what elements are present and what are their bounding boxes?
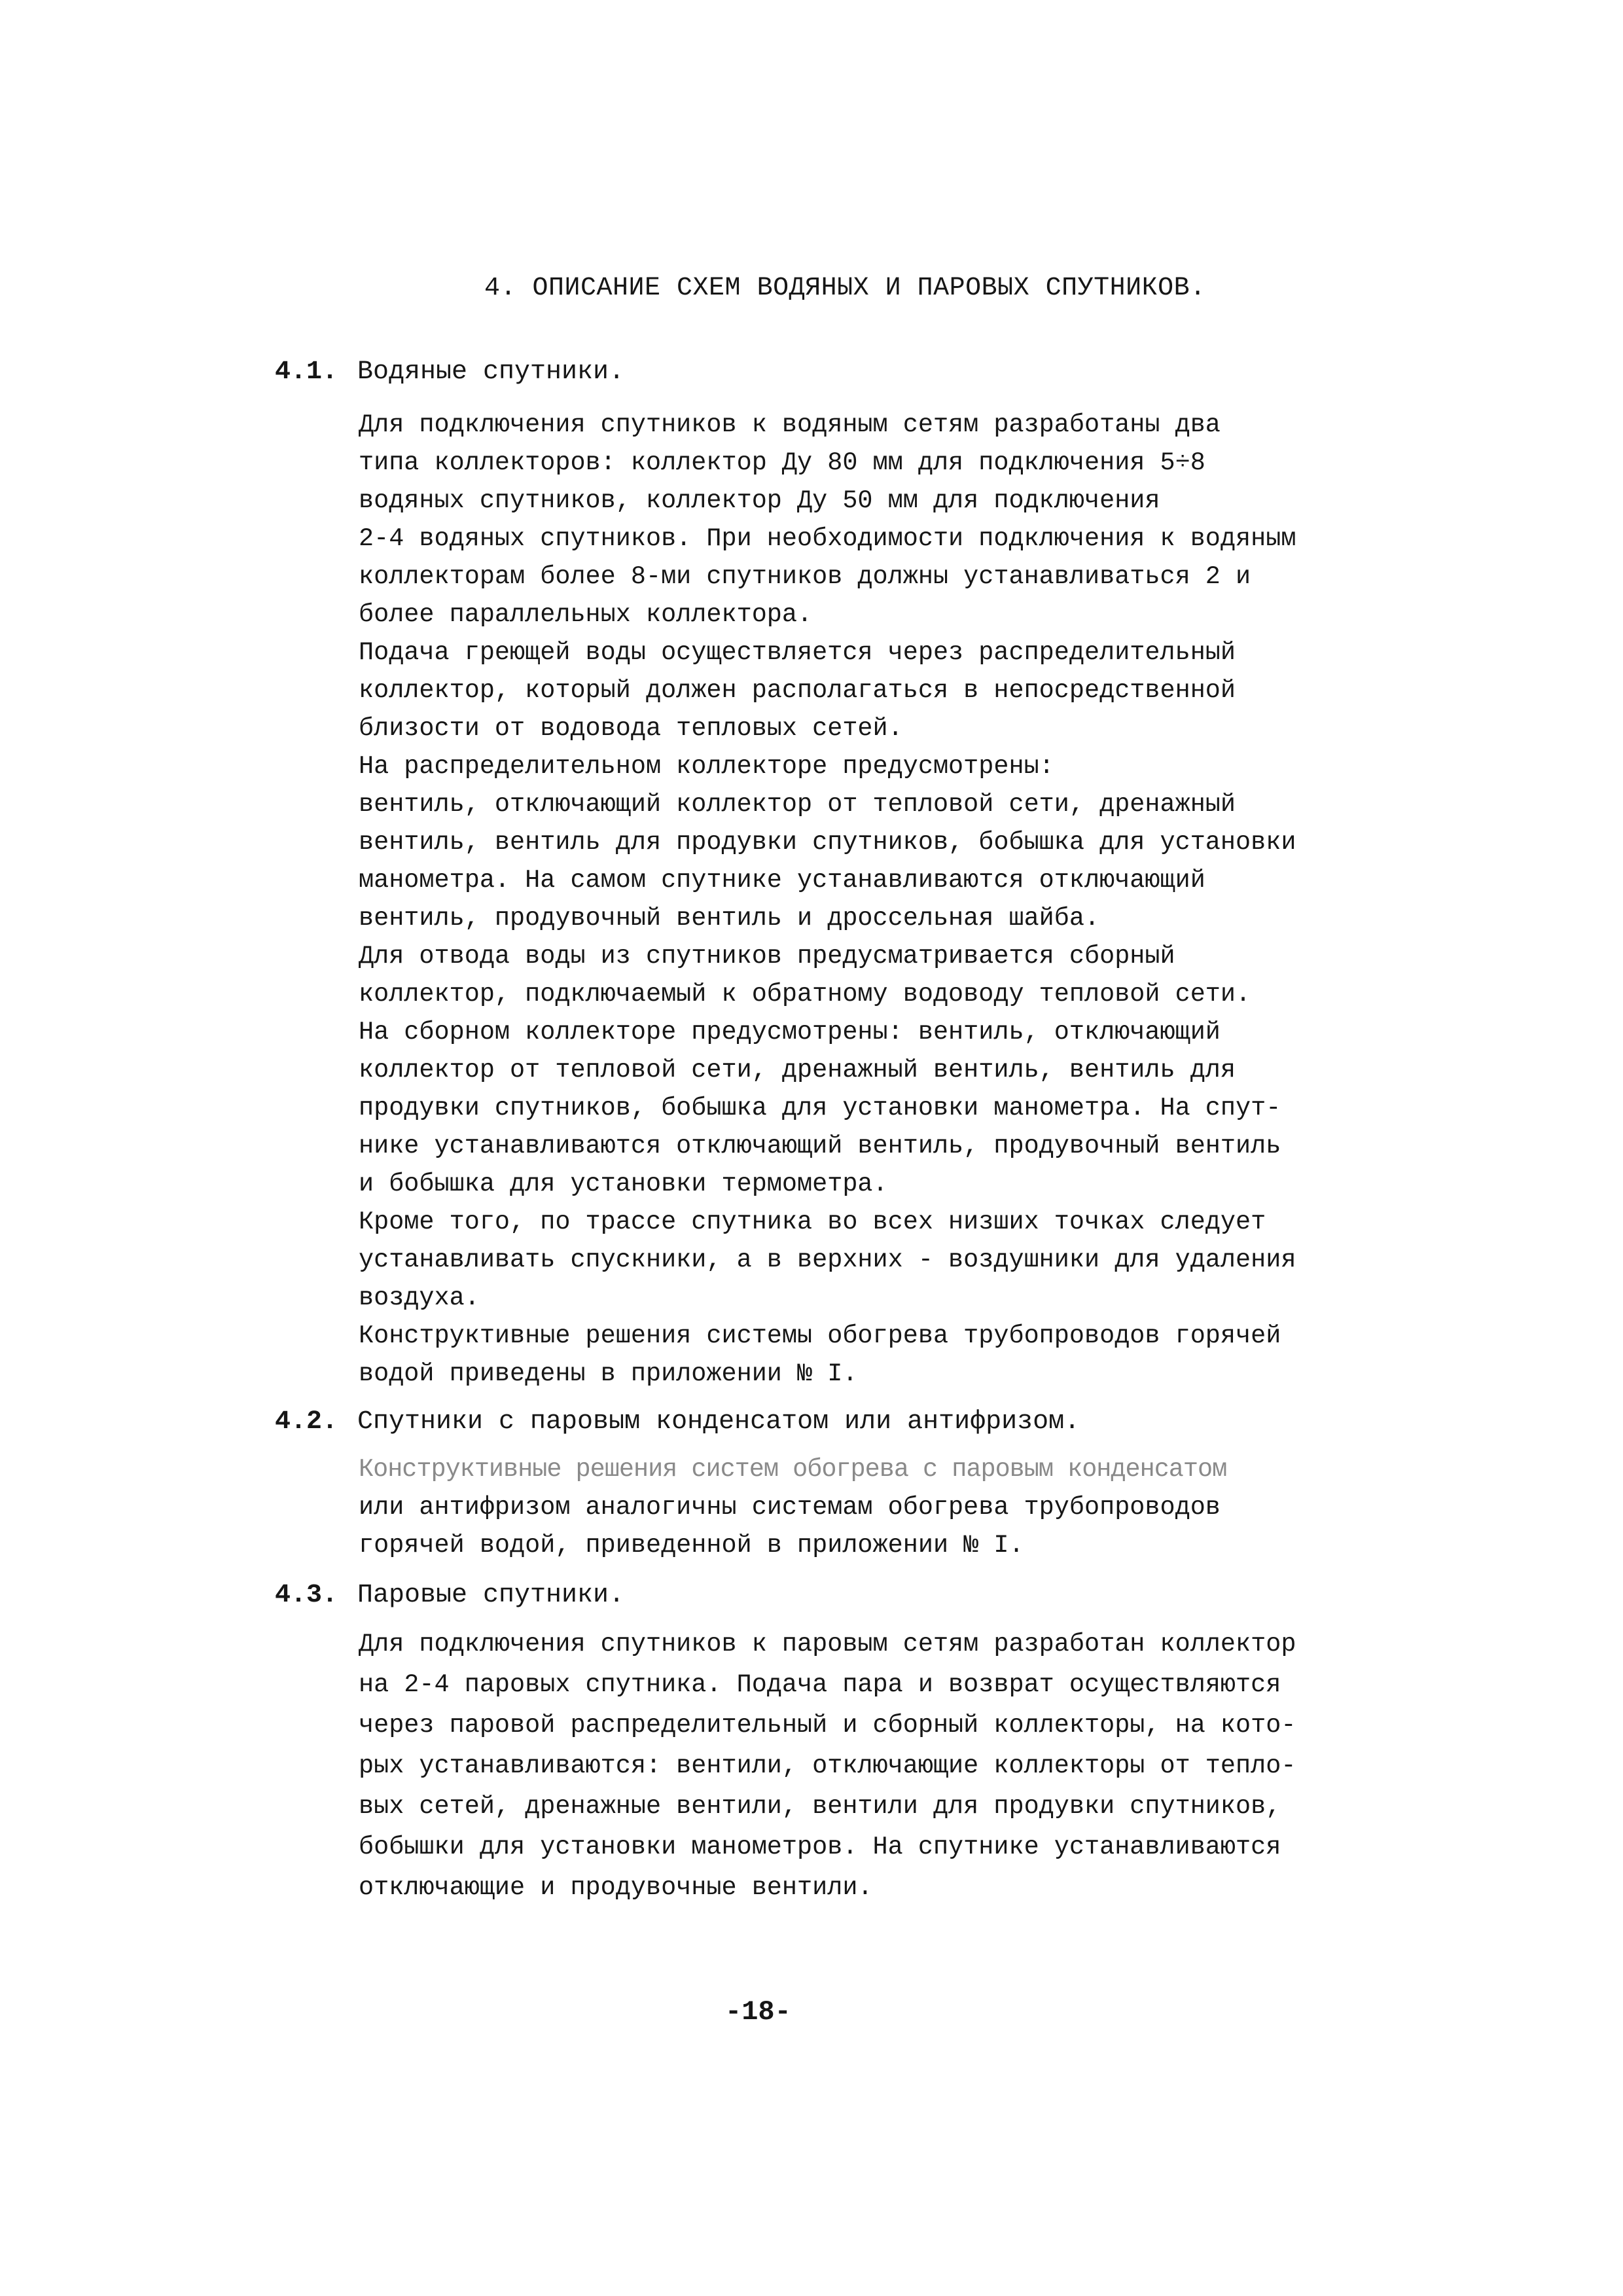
section-heading-4-1 [275,357,624,387]
text-line: манометра. На самом спутнике устанавливаются отключающий [359,866,1205,895]
text-line: вентиль, отключающий коллектор от тепловой сети, дренажный [359,790,1236,819]
text-line: вентиль, продувочный вентиль и дроссельная шайба. [359,904,1100,933]
section-body-4-1 [359,406,1353,1393]
text-line: коллектор от тепловой сети, дренажный вентиль, вентиль для [359,1056,1236,1085]
text-line: более параллельных коллектора. [359,600,813,629]
text-line: водой приведены в приложении № I. [359,1359,858,1388]
text-line: Кроме того, по трассе спутника во всех низших точках следует [359,1208,1266,1236]
section-body-4-3 [359,1624,1353,1908]
section-heading-4-3 [275,1581,624,1610]
text-line: отключающие и продувочные вентили. [359,1873,873,1902]
text-line: Для отвода воды из спутников предусматривается сборный [359,942,1175,971]
text-line: Конструктивные решения системы обогрева трубопроводов горячей [359,1321,1281,1350]
text-line: вых сетей, дренажные вентили, вентили для продувки спутников, [359,1792,1281,1821]
section-heading-4-2 [275,1407,1080,1437]
text-line: продувки спутников, бобышка для установки манометра. На спут- [359,1094,1281,1122]
text-line: близости от водовода тепловых сетей. [359,714,903,743]
text-line: 2-4 водяных спутников. При необходимости подключения к водяным [359,524,1296,553]
section-title: Водяные спутники. [357,357,625,387]
text-line: водяных спутников, коллектор Ду 50 мм для подключения [359,486,1160,515]
text-line: и бобышка для установки термометра. [359,1170,888,1198]
section-title: Паровые спутники. [357,1581,625,1610]
text-line: Для подключения спутников к паровым сетям разработан коллектор [359,1630,1296,1659]
section-number: 4.1. [275,357,338,387]
text-line: вентиль, вентиль для продувки спутников, бобышка для установки [359,828,1296,857]
text-line: устанавливать спускники, а в верхних - воздушники для удаления [359,1246,1296,1274]
section-number: 4.3. [275,1581,338,1610]
section-title: Спутники с паровым конденсатом или антифризом. [357,1407,1080,1437]
text-line: горячей водой, приведенной в приложении № I. [359,1531,1024,1560]
page-number: -18- [725,1996,791,2028]
text-line: коллекторам более 8-ми спутников должны устанавливаться 2 и [359,562,1251,591]
text-line: На сборном коллекторе предусмотрены: вентиль, отключающий [359,1018,1221,1047]
text-line: типа коллекторов: коллектор Ду 80 мм для подключения 5÷8 [359,448,1205,477]
text-line: коллектор, подключаемый к обратному водоводу тепловой сети. [359,980,1251,1009]
text-line: или антифризом аналогичны системам обогрева трубопроводов [359,1493,1221,1522]
page-title: 4. ОПИСАНИЕ СХЕМ ВОДЯНЫХ И ПАРОВЫХ СПУТНИКОВ. [484,274,1206,303]
text-line: воздуха. [359,1283,480,1312]
text-line: Конструктивные решения систем обогрева с паровым конденсатом [359,1455,1227,1484]
text-line: бобышки для установки манометров. На спутнике устанавливаются [359,1833,1281,1861]
text-line: Подача греющей воды осуществляется через распределительный [359,638,1236,667]
text-line: через паровой распределительный и сборный коллекторы, на кото- [359,1711,1296,1740]
text-line: рых устанавливаются: вентили, отключающие коллекторы от тепло- [359,1751,1296,1780]
section-number: 4.2. [275,1407,338,1437]
text-line: Для подключения спутников к водяным сетям разработаны два [359,410,1221,439]
section-body-4-2 [359,1450,1353,1564]
text-line: коллектор, который должен располагаться в непосредственной [359,676,1236,705]
text-line: нике устанавливаются отключающий вентиль, продувочный вентиль [359,1132,1281,1160]
text-line: На распределительном коллекторе предусмотрены: [359,752,1054,781]
text-line: на 2-4 паровых спутника. Подача пара и возврат осуществляются [359,1670,1281,1699]
